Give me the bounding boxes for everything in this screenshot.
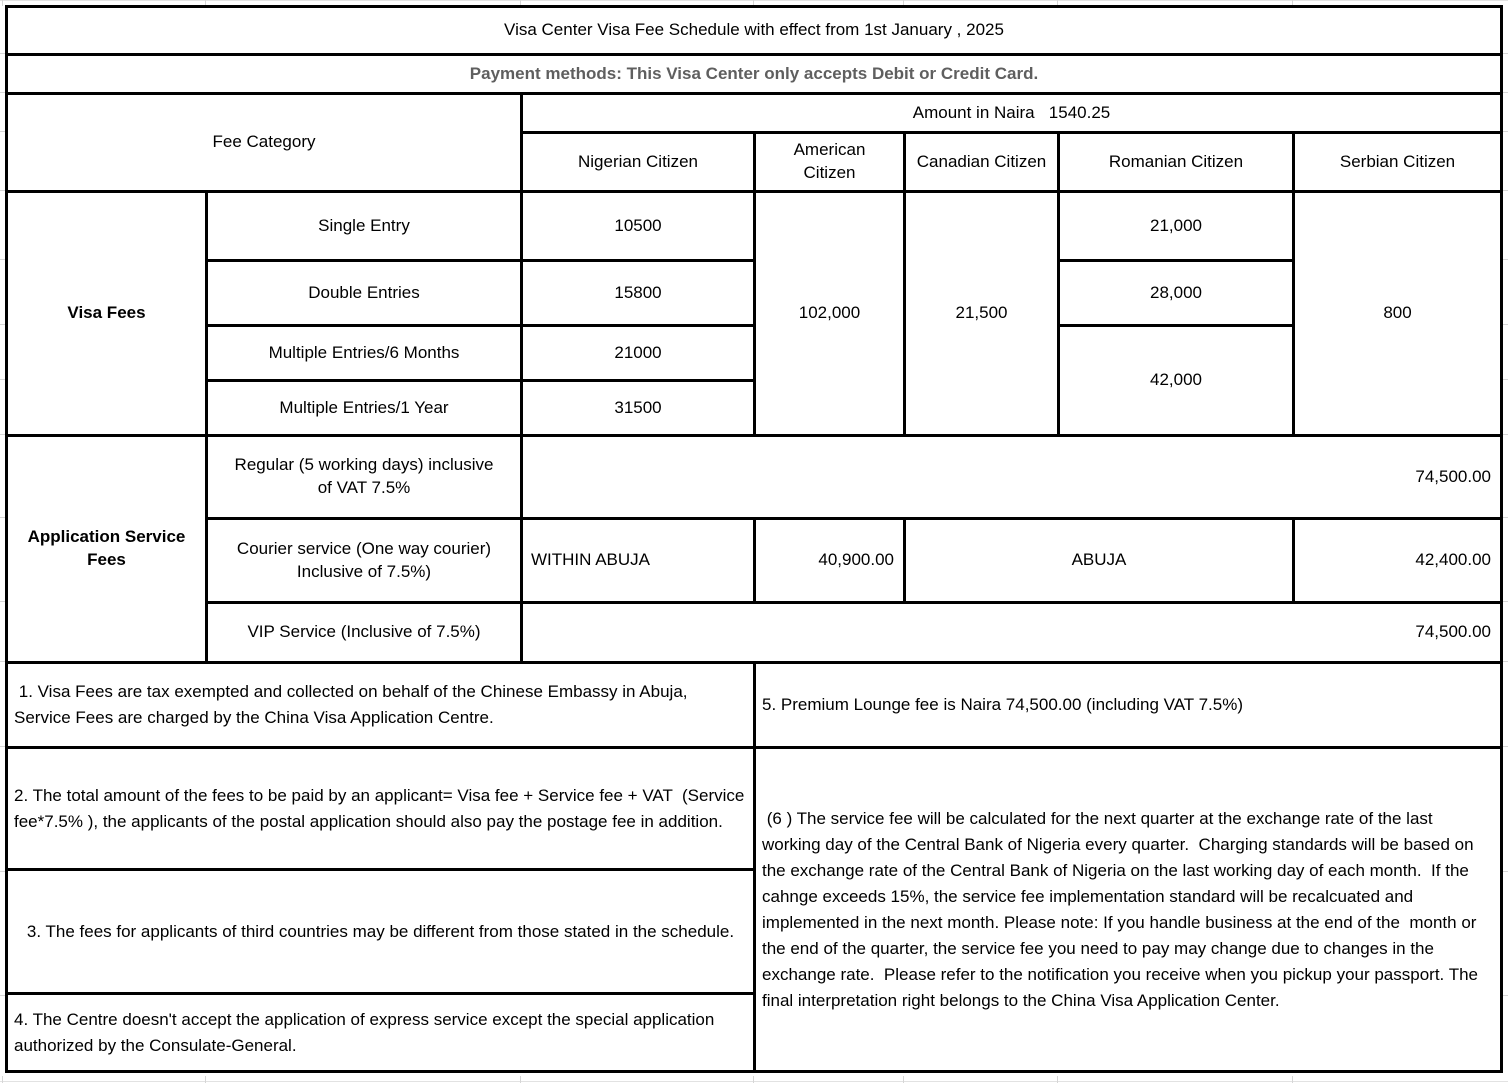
fee-value: 74,500.00 (1415, 466, 1491, 486)
note-1-text: 1. Visa Fees are tax exempted and collected on behalf of the Chinese Embassy in Abuja, Service Fees are charged by the China Visa Application Centre. (14, 682, 693, 727)
row-label-courier-service (208, 520, 520, 601)
fee-serbian-merged (1295, 193, 1500, 434)
gridline-stubs-top (2, 0, 3, 6)
within-abuja-label: WITHIN ABUJA (531, 550, 651, 570)
visa-fees-section-label (8, 193, 205, 434)
application-service-fees-label: Application Service Fees (27, 527, 191, 569)
courier-american-cell (756, 520, 903, 601)
double-entries-label: Double Entries (308, 282, 420, 302)
multiple-1-year-label: Multiple Entries/1 Year (279, 397, 449, 417)
column-header-canadian (906, 134, 1057, 190)
fee-value: 15800 (614, 282, 662, 302)
fee-romanian-double-entries (1060, 262, 1292, 324)
fee-romanian-multiple-merged (1060, 327, 1292, 434)
gridline-bottom (0, 1081, 1508, 1082)
note-2-cell (8, 749, 753, 868)
gridline-stubs-right (1503, 53, 1508, 54)
amount-in-naira-header (523, 95, 1500, 131)
courier-serbian-cell (1295, 520, 1500, 601)
note-4-cell (8, 995, 753, 1070)
note-4-text: 4. The Centre doesn't accept the application of express service except the special application authorized by the Consulate-General. (14, 1009, 724, 1055)
single-entry-label: Single Entry (318, 215, 410, 235)
fee-nigerian-multiple-6-months (523, 327, 753, 379)
row-label-multiple-6-months (208, 327, 520, 379)
vip-service-label: VIP Service (Inclusive of 7.5%) (247, 622, 481, 642)
payment-methods-note: Payment methods: This Visa Center only accepts Debit or Credit Card. (469, 63, 1039, 83)
romanian-citizen-label: Romanian Citizen (1108, 151, 1244, 171)
courier-abuja-cell (906, 520, 1292, 601)
note-5-cell (756, 664, 1500, 746)
fee-value: 42,400.00 (1415, 550, 1491, 570)
fee-canadian-merged (906, 193, 1057, 434)
fee-category-header (8, 95, 520, 190)
note-5-text: 5. Premium Lounge fee is Naira 74,500.00 (including VAT 7.5%) (762, 695, 1243, 714)
fee-value: 28,000 (1150, 282, 1202, 302)
fee-value: 21,000 (1150, 215, 1202, 235)
note-3-cell (8, 871, 753, 992)
fee-regular-service-merged (523, 437, 1500, 517)
fee-nigerian-double-entries (523, 262, 753, 324)
fee-value: 102,000 (798, 303, 861, 323)
nigerian-citizen-label: Nigerian Citizen (578, 151, 698, 171)
gridline-top (0, 0, 1508, 1)
fee-schedule-table (5, 5, 1503, 1073)
fee-value: 21,500 (955, 303, 1008, 323)
note-1-cell (8, 664, 753, 746)
table-title: Visa Center Visa Fee Schedule with effect from 1st January , 2025 (504, 20, 1004, 40)
payment-methods-cell (8, 56, 1500, 92)
serbian-citizen-label: Serbian Citizen (1339, 151, 1456, 171)
note-3-text: 3. The fees for applicants of third countries may be different from those stated in the schedule. (26, 921, 735, 941)
courier-service-label: Courier service (One way courier) Inclusive of 7.5%) (236, 538, 496, 581)
fee-value: 800 (1383, 303, 1412, 323)
row-label-vip-service (208, 604, 520, 661)
courier-nigerian-cell (523, 520, 753, 601)
fee-value: 31500 (614, 397, 662, 417)
row-label-regular-service (208, 437, 520, 517)
american-citizen-label: American Citizen (793, 140, 871, 182)
note-6-text: (6 ) The service fee will be calculated for the next quarter at the exchange rate of the last working day of the Central Bank of Nigeria every quarter. Charging standards will be based on the exchange rate of the Central Bank of Nigeria on the last working day of each month. If the cahnge exceeds 15%, the service fee implementation standard will be recalcuated and implemented in the next month. Please note: If you handle business at the end of the month or the end of the quarter, the service fee you need to pay may change due to changes in the exchange rate. Please refer to the notification you receive when you pickup your passport. The final interpretation right belongs to the China Visa Application Center. (762, 808, 1483, 1010)
fee-category-label: Fee Category (212, 132, 316, 152)
fee-vip-service-merged (523, 604, 1500, 661)
application-service-fees-section-label (8, 437, 205, 661)
table-title-cell (8, 8, 1500, 53)
regular-service-label: Regular (5 working days) inclusive of VAT 7.5% (234, 455, 499, 497)
fee-value: 10500 (614, 215, 662, 235)
note-6-cell (756, 749, 1500, 1070)
gridline-stubs-bottom (2, 1076, 3, 1083)
canadian-citizen-label: Canadian Citizen (916, 151, 1047, 171)
multiple-6-months-label: Multiple Entries/6 Months (268, 342, 460, 362)
row-label-single-entry (208, 193, 520, 259)
fee-american-merged (756, 193, 903, 434)
fee-value: 42,000 (1150, 370, 1202, 390)
column-header-serbian (1295, 134, 1500, 190)
column-header-american (756, 134, 903, 190)
fee-value: 40,900.00 (818, 550, 894, 570)
fee-nigerian-multiple-1-year (523, 382, 753, 434)
fee-value: 21000 (614, 342, 662, 362)
fee-value: 74,500.00 (1415, 622, 1491, 642)
fee-nigerian-single-entry (523, 193, 753, 259)
note-2-text: 2. The total amount of the fees to be paid by an applicant= Visa fee + Service fee + VAT (Service fee*7.5% ), the applicants of the postal application should also pay the postage fee in addition. (14, 785, 750, 831)
column-header-romanian (1060, 134, 1292, 190)
fee-romanian-single-entry (1060, 193, 1292, 259)
row-label-multiple-1-year (208, 382, 520, 434)
abuja-label: ABUJA (1071, 550, 1127, 570)
row-label-double-entries (208, 262, 520, 324)
column-header-nigerian (523, 134, 753, 190)
amount-in-naira-label: Amount in Naira 1540.25 (912, 102, 1111, 122)
visa-fees-label: Visa Fees (67, 303, 146, 323)
